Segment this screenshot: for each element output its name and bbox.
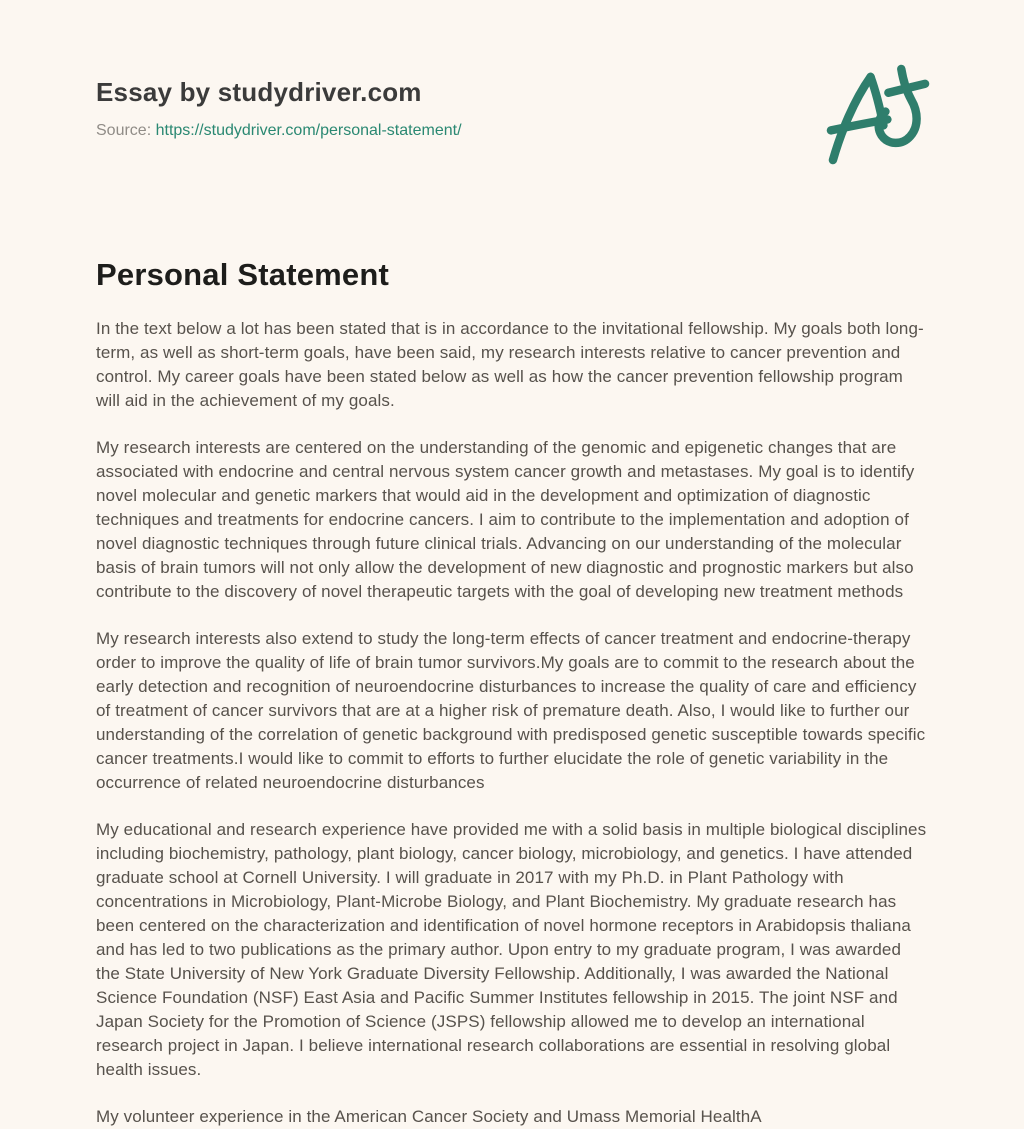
studydriver-a-plus-logo-icon [826,64,930,170]
essay-paragraph-2: My research interests are centered on the understanding of the genomic and epigenetic changes that are associated with endocrine and central nervous system cancer growth and metastases. My goal is to identify novel molecular and genetic markers that would aid in the development and optimization of diagnostic techniques and treatments for endocrine cancers. I aim to contribute to the implementation and adoption of novel diagnostic techniques through future clinical trials. Advancing on our understanding of the molecular basis of brain tumors will not only allow the development of new diagnostic and prognostic markers but also contribute to the discovery of novel therapeutic targets with the goal of developing new treatment methods [96,438,915,601]
essay-paragraph-4: My educational and research experience have provided me with a solid basis in multiple biological disciplines including biochemistry, pathology, plant biology, cancer biology, microbiology, and genetics. I have attended graduate school at Cornell University. I will graduate in 2017 with my Ph.D. in Plant Pathology with concentrations in Microbiology, Plant-Microbe Biology, and Plant Biochemistry. My graduate research has been centered on the characterization and identification of novel hormone receptors in Arabidopsis thaliana and has led to two publications as the primary author. Upon entry to my graduate program, I was awarded the State University of New York Graduate Diversity Fellowship. Additionally, I was awarded the National Science Foundation (NSF) East Asia and Pacific Summer Institutes fellowship in 2015. The joint NSF and Japan Society for the Promotion of Science (JSPS) fellowship allowed me to develop an international research project in Japan. I believe international research collaborations are essential in resolving global health issues. [96,820,927,1079]
document-header-title: Essay by studydriver.com [96,77,422,107]
essay-paragraph-5: My volunteer experience in the American Cancer Society and Umass Memorial HealthA [96,1107,762,1126]
document-header [96,76,928,141]
essay-paragraph-3: My research interests also extend to study the long-term effects of cancer treatment and endocrine-therapy order to improve the quality of life of brain tumor survivors.My goals are to commit to the research about the early detection and recognition of neuroendocrine disturbances to increase the quality of care and efficiency of treatment of cancer survivors that are at a higher risk of premature death. Also, I would like to further our understanding of the correlation of genetic background with predisposed genetic susceptible towards specific cancer treatments.I would like to commit to efforts to further elucidate the role of genetic variability in the occurrence of related neuroendocrine disturbances [96,629,926,792]
essay-body [96,317,928,1129]
source-line [96,121,928,141]
essay-paragraph-1: In the text below a lot has been stated that is in accordance to the invitational fellowship. My goals both long-term, as well as short-term goals, have been said, my research interests relative to cancer prevention and control. My career goals have been stated below as well as how the cancer prevention fellowship program will aid in the achievement of my goals. [96,319,924,410]
source-url-link[interactable]: https://studydriver.com/personal-statement/ [155,122,462,139]
essay-title: Personal Statement [96,257,390,292]
source-label: Source: [96,122,152,139]
